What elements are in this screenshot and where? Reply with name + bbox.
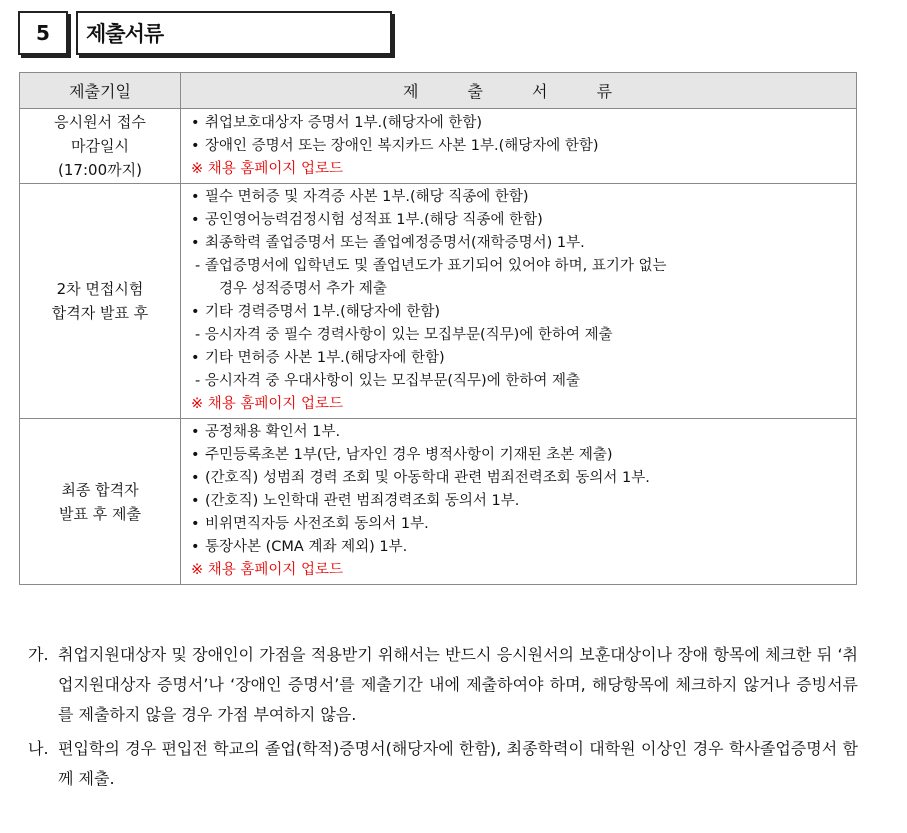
document-item-text: 필수 면허증 및 자격증 사본 1부.(해당 직종에 한함) <box>205 189 529 205</box>
document-item <box>191 324 856 347</box>
document-item <box>191 278 856 301</box>
document-item-text: 공정채용 확인서 1부. <box>205 424 341 440</box>
bullet-icon: • <box>191 539 200 555</box>
document-item-text: (간호직) 노인학대 관련 범죄경력조회 동의서 1부. <box>205 493 520 509</box>
document-item-text: (간호직) 성범죄 경력 조회 및 아동학대 관련 범죄전력조회 동의서 1부. <box>205 470 650 486</box>
document-item-text: - 응시자격 중 우대사항이 있는 모집부문(직무)에 한하여 제출 <box>195 373 580 389</box>
table-row <box>20 184 857 419</box>
document-item-text: ※ 채용 홈페이지 업로드 <box>191 396 344 412</box>
table-row <box>20 109 857 184</box>
deadline-line: (17:00까지) <box>58 161 142 179</box>
bullet-icon: • <box>191 447 200 463</box>
document-item <box>191 112 856 135</box>
document-item-text: 최종학력 졸업증명서 또는 졸업예정증명서(재학증명서) 1부. <box>205 235 585 251</box>
bullet-icon: • <box>191 114 200 131</box>
document-item <box>191 467 856 490</box>
document-item <box>191 536 856 559</box>
note-marker: 나. <box>28 739 49 758</box>
table-header-row <box>20 73 857 109</box>
document-list <box>181 184 857 419</box>
document-item-text: 취업보호대상자 증명서 1부.(해당자에 한함) <box>205 114 483 131</box>
document-item <box>191 301 856 324</box>
document-item <box>191 347 856 370</box>
submission-deadline <box>20 184 181 419</box>
document-item <box>191 186 856 209</box>
bullet-icon: • <box>191 235 200 251</box>
submission-deadline <box>20 109 181 184</box>
notes-list <box>28 640 858 798</box>
document-item-text: 주민등록초본 1부(단, 남자인 경우 병적사항이 기재된 초본 제출) <box>205 447 613 463</box>
document-list <box>181 109 857 184</box>
bullet-icon: • <box>191 516 200 532</box>
note-text: 취업지원대상자 및 장애인이 가점을 적용받기 위해서는 반드시 응시원서의 보훈대상이나 장애 항목에 체크한 뒤 ‘취업지원대상자 증명서’나 ‘장애인 증명서’를 제출기간 내에 제출하여야 하며, 해당항목에 체크하지 않거나 증빙서류를 제출하지 않을 경우 가점 부여하지 않음. <box>58 645 858 724</box>
deadline-line: 응시원서 접수 <box>54 113 146 131</box>
bullet-icon: • <box>191 304 200 320</box>
documents-table <box>19 72 857 585</box>
deadline-line: 최종 합격자 <box>61 480 139 499</box>
table-row <box>20 419 857 585</box>
section-number: 5 <box>18 11 68 55</box>
document-item-text: 통장사본 (CMA 계좌 제외) 1부. <box>205 539 408 555</box>
document-item-text: - 응시자격 중 필수 경력사항이 있는 모집부문(직무)에 한하여 제출 <box>195 327 613 343</box>
column-header-deadline: 제출기일 <box>20 73 181 109</box>
document-item <box>191 370 856 393</box>
note-item <box>28 640 858 730</box>
note-marker: 가. <box>28 645 49 664</box>
bullet-icon: • <box>191 493 200 509</box>
document-item-text: ※ 채용 홈페이지 업로드 <box>191 562 344 578</box>
note-text: 편입학의 경우 편입전 학교의 졸업(학적)증명서(해당자에 한함), 최종학력이 대학원 이상인 경우 학사졸업증명서 함께 제출. <box>58 739 858 788</box>
document-item-text: 장애인 증명서 또는 장애인 복지카드 사본 1부.(해당자에 한함) <box>205 137 599 154</box>
upload-note <box>191 559 856 582</box>
document-item <box>191 421 856 444</box>
document-item-text: 비위면직자등 사전조회 동의서 1부. <box>205 516 429 532</box>
document-item <box>191 490 856 513</box>
document-item <box>191 232 856 255</box>
bullet-icon: • <box>191 189 200 205</box>
document-list <box>181 419 857 585</box>
section-title: 제출서류 <box>76 11 392 55</box>
document-item-text: 기타 면허증 사본 1부.(해당자에 한함) <box>205 350 445 366</box>
document-item <box>191 255 856 278</box>
document-item-text: ※ 채용 홈페이지 업로드 <box>191 160 344 177</box>
bullet-icon: • <box>191 470 200 486</box>
deadline-line: 합격자 발표 후 <box>51 304 149 322</box>
deadline-line: 마감일시 <box>71 137 129 155</box>
document-item <box>191 513 856 536</box>
deadline-line: 2차 면접시험 <box>56 280 144 298</box>
submission-deadline <box>20 419 181 585</box>
document-item-text: - 졸업증명서에 입학년도 및 졸업년도가 표기되어 있어야 하며, 표기가 없는 <box>195 258 667 274</box>
bullet-icon: • <box>191 212 200 228</box>
document-item <box>191 444 856 467</box>
document-item <box>191 135 856 158</box>
upload-note <box>191 393 856 416</box>
document-item-text: 경우 성적증명서 추가 제출 <box>219 281 387 297</box>
document-item <box>191 209 856 232</box>
bullet-icon: • <box>191 424 200 440</box>
bullet-icon: • <box>191 350 200 366</box>
deadline-line: 발표 후 제출 <box>59 504 141 523</box>
column-header-documents: 제 출 서 류 <box>181 73 857 109</box>
document-item-text: 기타 경력증명서 1부.(해당자에 한함) <box>205 304 441 320</box>
note-item <box>28 734 858 794</box>
upload-note <box>191 158 856 181</box>
document-item-text: 공인영어능력검정시험 성적표 1부.(해당 직종에 한함) <box>205 212 543 228</box>
bullet-icon: • <box>191 137 200 154</box>
